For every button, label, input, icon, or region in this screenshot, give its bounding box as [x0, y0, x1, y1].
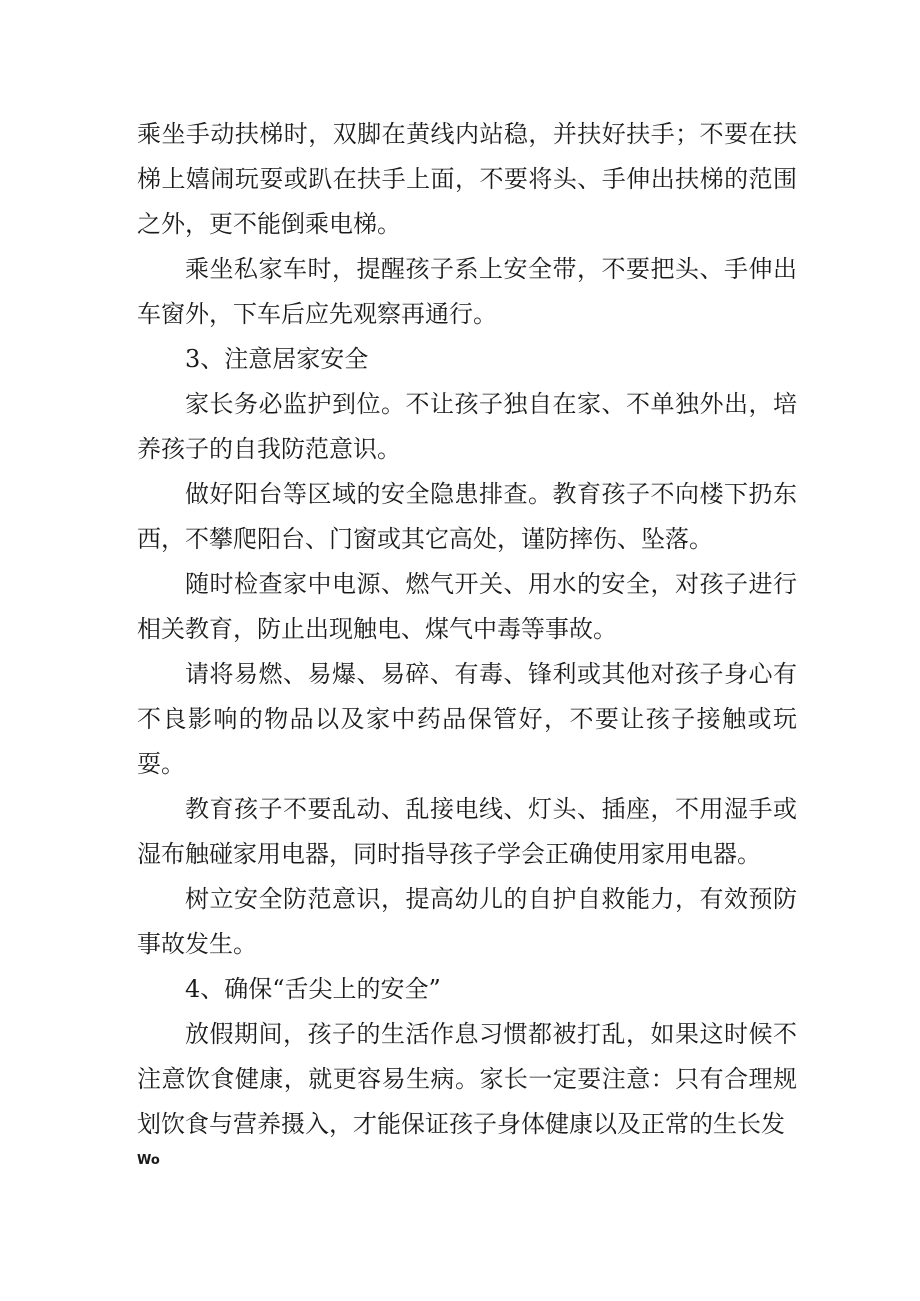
trailing-text-fragment: Wo — [137, 1153, 160, 1168]
paragraph-awareness: 树立安全防范意识，提高幼儿的自护自救能力，有效预防事故发生。 — [137, 885, 797, 958]
paragraph-private-car: 乘坐私家车时，提醒孩子系上安全带，不要把头、手伸出车窗外，下车后应先观察再通行。 — [137, 255, 797, 328]
paragraph-electrical: 教育孩子不要乱动、乱接电线、灯头、插座，不用湿手或湿布触碰家用电器，同时指导孩子学会正确使用家用电器。 — [137, 795, 797, 868]
section-heading-food-safety: 4、确保“舌尖上的安全” — [185, 975, 441, 1003]
section-heading-home-safety: 3、注意居家安全 — [185, 345, 369, 373]
paragraph-escalator: 乘坐手动扶梯时，双脚在黄线内站稳，并扶好扶手；不要在扶梯上嬉闹玩耍或趴在扶手上面，不要将头、手伸出扶梯的范围之外，更不能倒乘电梯。 — [137, 120, 797, 238]
paragraph-utilities: 随时检查家中电源、燃气开关、用水的安全，对孩子进行相关教育，防止出现触电、煤气中毒等事故。 — [137, 570, 797, 643]
paragraph-diet: 放假期间，孩子的生活作息习惯都被打乱，如果这时候不注意饮食健康，就更容易生病。家长一定要注意：只有合理规划饮食与营养摄入，才能保证孩子身体健康以及正常的生长发 — [137, 1020, 797, 1138]
paragraph-balcony: 做好阳台等区域的安全隐患排查。教育孩子不向楼下扔东西，不攀爬阳台、门窗或其它高处，谨防摔伤、坠落。 — [137, 480, 797, 553]
document-body — [137, 112, 797, 1147]
paragraph-supervision: 家长务必监护到位。不让孩子独自在家、不单独外出，培养孩子的自我防范意识。 — [137, 390, 797, 463]
paragraph-hazardous-items: 请将易燃、易爆、易碎、有毒、锋利或其他对孩子身心有不良影响的物品以及家中药品保管好，不要让孩子接触或玩耍。 — [137, 660, 797, 778]
